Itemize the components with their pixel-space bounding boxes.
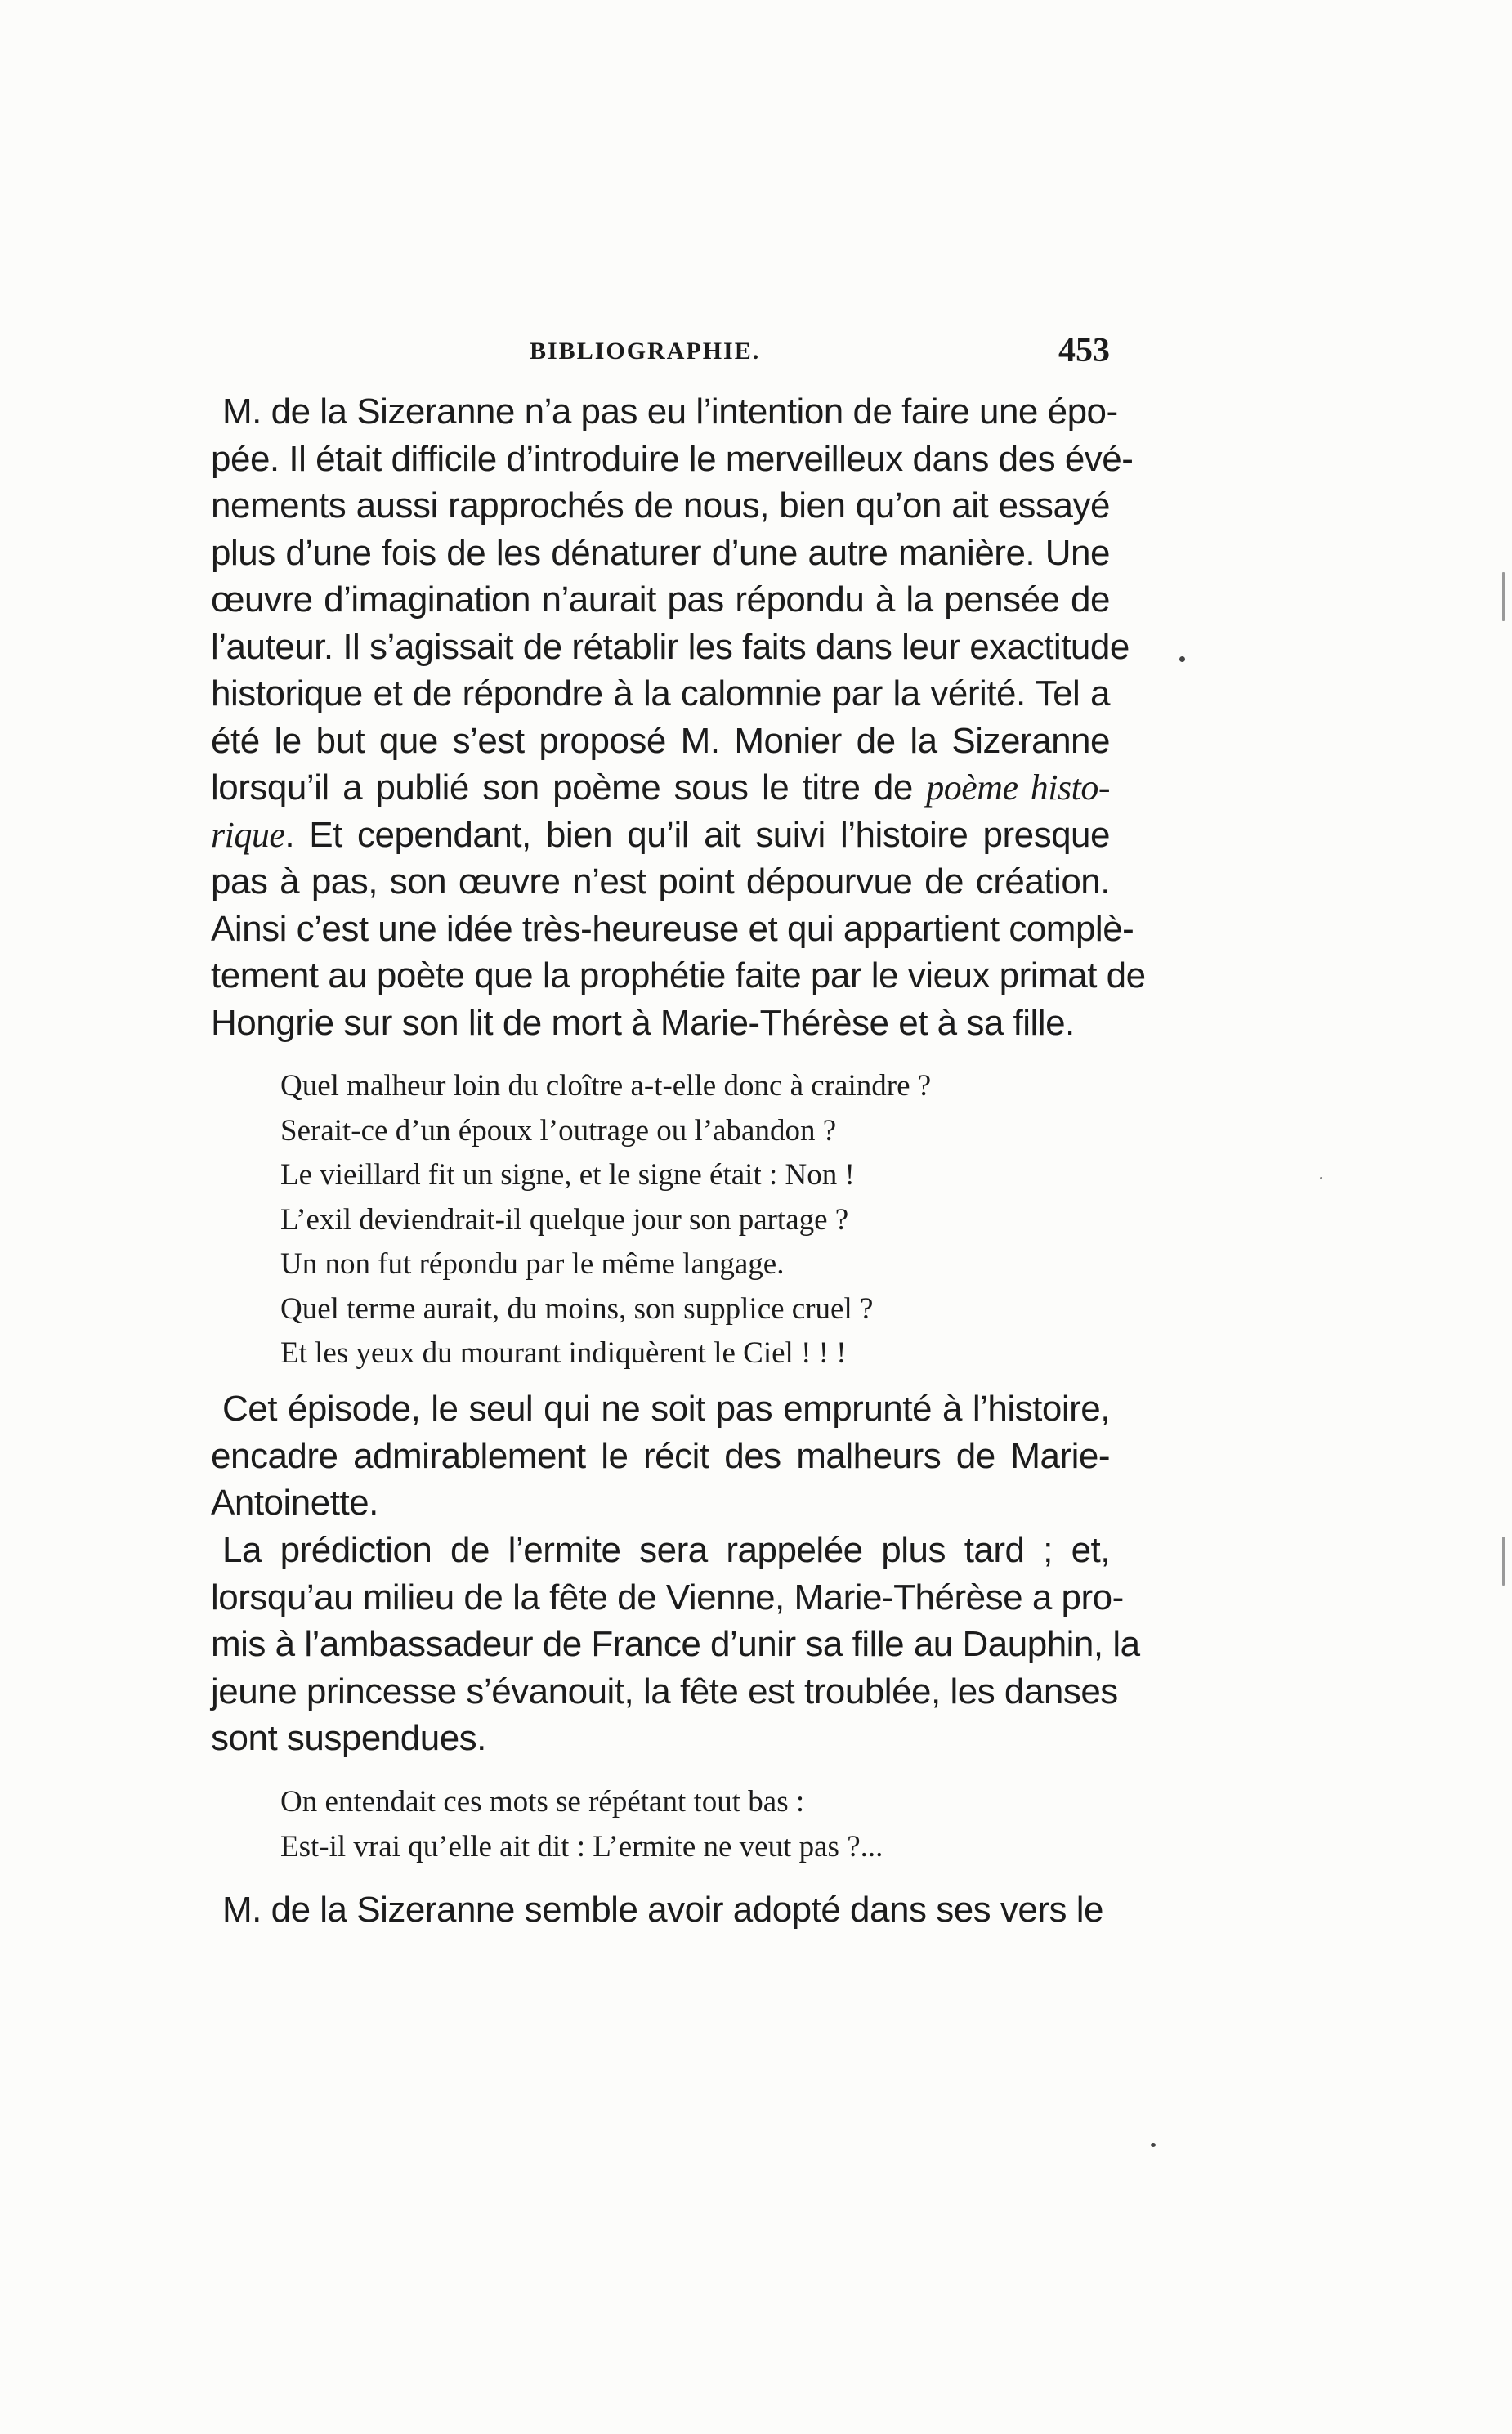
verse-line: Est-il vrai qu’elle ait dit : L’ermite ne veut pas ?... [280, 1829, 883, 1864]
scan-speck [1179, 656, 1185, 662]
italic-title: poème histo- [926, 767, 1110, 808]
page-number: 453 [1058, 332, 1110, 369]
scan-speck [1502, 1537, 1505, 1586]
text-line: Antoinette. [211, 1483, 378, 1523]
text-line [211, 812, 1110, 859]
text-line: œuvre d’imagination n’aurait pas répondu à la pensée de [211, 579, 1110, 620]
text-line: jeune princesse s’évanouit, la fête est troublée, les danses [211, 1671, 1118, 1711]
text-line: La prédiction de l’ermite sera rappelée plus tard ; et, [222, 1530, 1110, 1570]
scan-speck [1151, 2143, 1156, 2147]
italic-title: rique [211, 814, 285, 855]
text-segment: lorsqu’il a publié son poème sous le titre de [211, 767, 927, 808]
text-line: sont suspendues. [211, 1718, 486, 1758]
page-header [211, 331, 1110, 380]
text-line: Cet épisode, le seul qui ne soit pas emprunté à l’histoire, [222, 1389, 1110, 1429]
text-line: tement au poète que la prophétie faite par le vieux primat de [211, 955, 1146, 996]
text-line: été le but que s’est proposé M. Monier de la Sizeranne [211, 720, 1110, 761]
scan-speck [1502, 572, 1505, 621]
verse-quote-1 [280, 1064, 1016, 1376]
verse-line: Le vieillard fit un signe, et le signe était : Non ! [280, 1158, 855, 1192]
text-segment: . Et cependant, bien qu’il ait suivi l’histoire presque [284, 814, 1110, 855]
text-line: Ainsi c’est une idée très-heureuse et qui appartient complè- [211, 908, 1134, 949]
text-line [211, 764, 1110, 812]
verse-line: Un non fut répondu par le même langage. [280, 1247, 785, 1281]
paragraph-4 [211, 1886, 1110, 1934]
scan-speck [1320, 1177, 1322, 1179]
paragraph-1 [211, 388, 1146, 1046]
text-line: Hongrie sur son lit de mort à Marie-Thérèse et à sa fille. [211, 1002, 1075, 1043]
paragraph-3 [211, 1527, 1140, 1762]
text-line: plus d’une fois de les dénaturer d’une autre manière. Une [211, 532, 1110, 573]
verse-line: Quel terme aurait, du moins, son supplice cruel ? [280, 1291, 874, 1326]
verse-line: Serait-ce d’un époux l’outrage ou l’abandon ? [280, 1113, 837, 1148]
text-line: M. de la Sizeranne n’a pas eu l’intention de faire une épo- [222, 391, 1118, 432]
text-line: mis à l’ambassadeur de France d’unir sa fille au Dauphin, la [211, 1624, 1140, 1664]
paragraph-2 [211, 1385, 1110, 1527]
text-line: l’auteur. Il s’agissait de rétablir les faits dans leur exactitude [211, 626, 1130, 667]
text-line: pée. Il était difficile d’introduire le merveilleux dans des évé- [211, 438, 1134, 479]
text-line: historique et de répondre à la calomnie par la vérité. Tel a [211, 673, 1110, 714]
text-line: pas à pas, son œuvre n’est point dépourvue de création. [211, 861, 1110, 902]
verse-line: Et les yeux du mourant indiquèrent le Ciel ! ! ! [280, 1336, 847, 1370]
verse-line: On entendait ces mots se répétant tout bas : [280, 1785, 805, 1819]
verse-quote-2 [280, 1780, 1016, 1869]
text-line: lorsqu’au milieu de la fête de Vienne, Marie-Thérèse a pro- [211, 1577, 1124, 1617]
text-line: encadre admirablement le récit des malheurs de Marie- [211, 1435, 1110, 1476]
verse-line: L’exil deviendrait-il quelque jour son partage ? [280, 1202, 849, 1237]
text-line: M. de la Sizeranne semble avoir adopté dans ses vers le [222, 1890, 1103, 1930]
text-line: nements aussi rapprochés de nous, bien qu’on ait essayé [211, 485, 1110, 526]
verse-line: Quel malheur loin du cloître a-t-elle donc à craindre ? [280, 1069, 932, 1103]
running-title: BIBLIOGRAPHIE. [530, 338, 761, 365]
